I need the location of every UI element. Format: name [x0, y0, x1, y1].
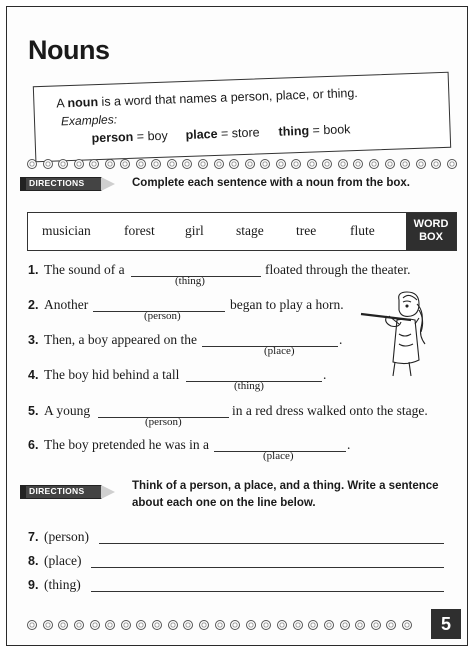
- word-box: [27, 212, 457, 251]
- decorative-dot: [89, 159, 99, 169]
- decorative-dot: [338, 159, 348, 169]
- decorative-dot: [386, 620, 396, 630]
- writing-label: (person): [44, 529, 89, 544]
- decorative-dot: [90, 620, 100, 630]
- writing-label: (thing): [44, 577, 81, 592]
- writing-line[interactable]: [99, 543, 444, 544]
- question-number: 3.: [28, 333, 39, 347]
- question-number: 8.: [28, 554, 39, 568]
- decorative-dot: [371, 620, 381, 630]
- sentence-text: The boy pretended he was in a: [44, 437, 209, 452]
- decorative-dot: [151, 159, 161, 169]
- decorative-dot: [277, 620, 287, 630]
- word-box-item: forest: [124, 223, 155, 238]
- sentence-text: began to play a horn.: [230, 297, 344, 312]
- word-box-item: flute: [350, 223, 375, 238]
- decorative-dot: [43, 159, 53, 169]
- decorative-dot: [74, 159, 84, 169]
- decorative-dot: [260, 159, 270, 169]
- decorative-dot: [340, 620, 350, 630]
- sentence-text: .: [347, 437, 351, 452]
- writing-line[interactable]: [91, 567, 444, 568]
- directions-text-2: Think of a person, a place, and a thing. Write a sentence about each one on the line below.: [132, 480, 439, 509]
- definition-text: A noun is a word that names a person, place, or thing.: [56, 85, 359, 111]
- decorative-dot: [353, 159, 363, 169]
- decorative-dot: [447, 159, 457, 169]
- decorative-dot: [385, 159, 395, 169]
- sentence-text: .: [339, 332, 343, 347]
- dot-border-top: [27, 159, 457, 171]
- blank-hint: (place): [264, 345, 295, 357]
- decorative-dot: [198, 159, 208, 169]
- decorative-dot: [58, 620, 68, 630]
- decorative-dot: [261, 620, 271, 630]
- blank-hint: (person): [145, 416, 182, 428]
- sentence-text: The sound of a: [44, 262, 125, 277]
- decorative-dot: [182, 159, 192, 169]
- word-box-tag: WORD BOX: [406, 213, 456, 250]
- decorative-dot: [431, 159, 441, 169]
- directions-pencil-icon: [20, 485, 118, 499]
- blank-hint: (thing): [234, 380, 264, 392]
- decorative-dot: [416, 159, 426, 169]
- decorative-dot: [167, 159, 177, 169]
- decorative-dot: [402, 620, 412, 630]
- decorative-dot: [105, 620, 115, 630]
- question-number: 4.: [28, 368, 39, 382]
- decorative-dot: [152, 620, 162, 630]
- page-title: Nouns: [28, 35, 110, 65]
- decorative-dot: [74, 620, 84, 630]
- writing-line[interactable]: [91, 591, 444, 592]
- decorative-dot: [230, 620, 240, 630]
- question-number: 1.: [28, 263, 39, 277]
- definition-box: [33, 72, 451, 162]
- decorative-dot: [120, 159, 130, 169]
- blank-hint: (place): [263, 450, 294, 462]
- blank-hint: (person): [144, 310, 181, 322]
- decorative-dot: [400, 159, 410, 169]
- sentence-text: The boy hid behind a tall: [44, 367, 180, 382]
- question-number: 9.: [28, 578, 39, 592]
- sentence-text: in a red dress walked onto the stage.: [232, 403, 428, 418]
- word-box-item: stage: [236, 223, 264, 238]
- decorative-dot: [105, 159, 115, 169]
- decorative-dot: [199, 620, 209, 630]
- writing-label: (place): [44, 553, 82, 568]
- page-number: 5: [431, 609, 461, 639]
- sentence-text: .: [323, 367, 327, 382]
- example-thing: thing = book: [278, 122, 351, 139]
- decorative-dot: [369, 159, 379, 169]
- directions-pencil-icon: [20, 177, 118, 191]
- word-box-item: girl: [185, 223, 204, 238]
- sentence-text: Another: [44, 297, 89, 312]
- decorative-dot: [215, 620, 225, 630]
- dot-border-bottom: [27, 620, 412, 632]
- decorative-dot: [355, 620, 365, 630]
- decorative-dot: [58, 159, 68, 169]
- directions-label: DIRECTIONS: [29, 486, 85, 496]
- decorative-dot: [307, 159, 317, 169]
- girl-playing-flute-illustration: [359, 290, 441, 378]
- decorative-dot: [308, 620, 318, 630]
- decorative-dot: [246, 620, 256, 630]
- decorative-dot: [291, 159, 301, 169]
- worksheet-page: [6, 6, 468, 646]
- decorative-dot: [43, 620, 53, 630]
- question-number: 7.: [28, 530, 39, 544]
- sentence-text: Then, a boy appeared on the: [44, 332, 197, 347]
- decorative-dot: [27, 620, 37, 630]
- example-person: person = boy: [91, 128, 168, 146]
- examples-label: Examples:: [60, 112, 118, 129]
- sentence-text: floated through the theater.: [265, 262, 411, 277]
- sentence-text: A young: [44, 403, 91, 418]
- decorative-dot: [183, 620, 193, 630]
- decorative-dot: [27, 159, 37, 169]
- decorative-dot: [121, 620, 131, 630]
- decorative-dot: [245, 159, 255, 169]
- decorative-dot: [214, 159, 224, 169]
- blank-hint: (thing): [175, 275, 205, 287]
- decorative-dot: [136, 159, 146, 169]
- decorative-dot: [322, 159, 332, 169]
- decorative-dot: [229, 159, 239, 169]
- decorative-dot: [168, 620, 178, 630]
- example-place: place = store: [185, 125, 260, 142]
- decorative-dot: [324, 620, 334, 630]
- directions-text-1: Complete each sentence with a noun from the box.: [132, 177, 410, 189]
- decorative-dot: [136, 620, 146, 630]
- question-number: 6.: [28, 438, 39, 452]
- question-number: 5.: [28, 404, 39, 418]
- question-number: 2.: [28, 298, 39, 312]
- word-box-item: musician: [42, 223, 91, 238]
- directions-label: DIRECTIONS: [29, 178, 85, 188]
- word-box-item: tree: [296, 223, 317, 238]
- decorative-dot: [293, 620, 303, 630]
- decorative-dot: [276, 159, 286, 169]
